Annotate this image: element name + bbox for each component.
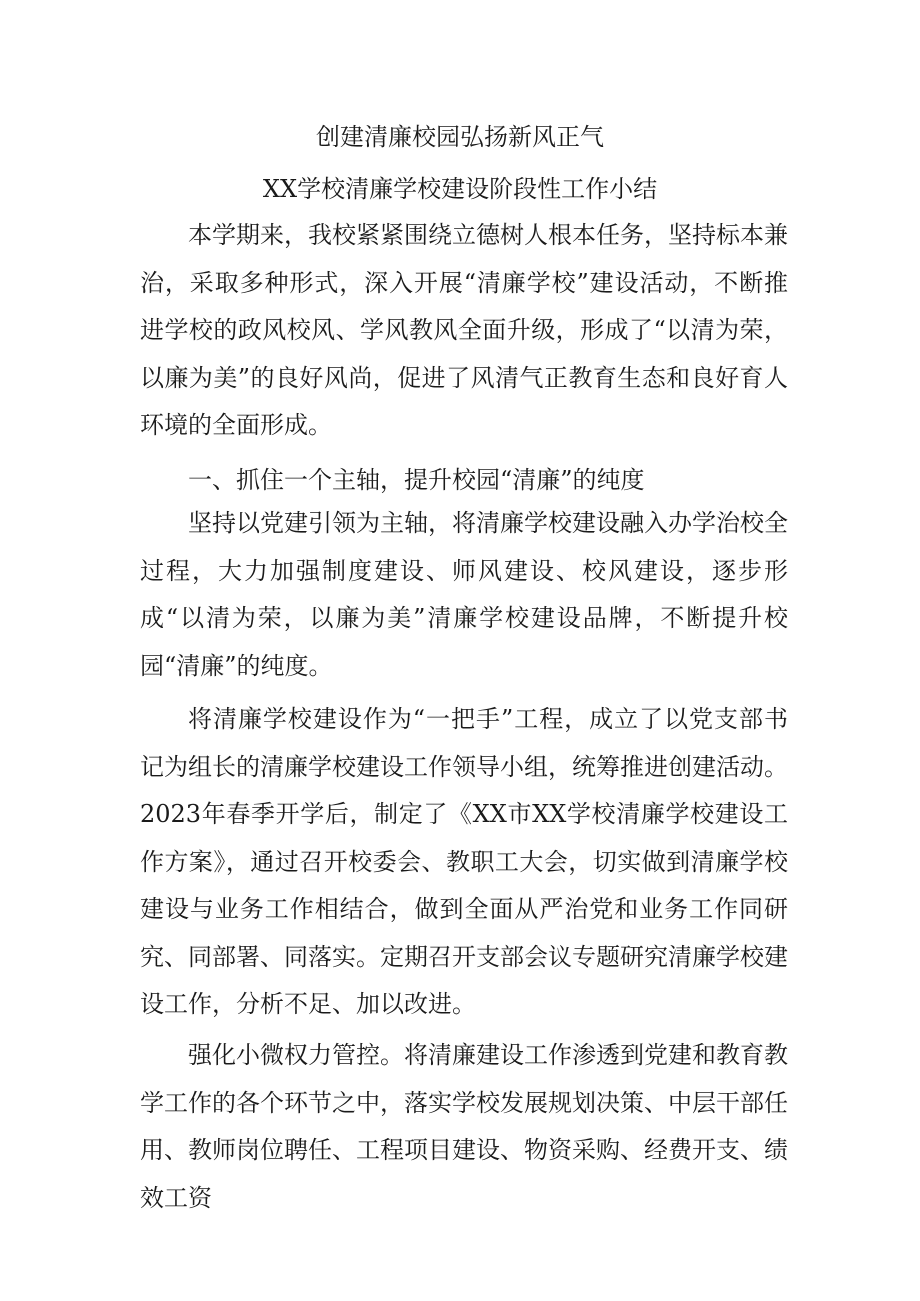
document-subtitle: XX学校清廉学校建设阶段性工作小结 — [262, 175, 658, 203]
paragraph-intro: 本学期来，我校紧紧围绕立德树人根本任务，坚持标本兼治，采取多种形式，深入开展“清廉学校”建设活动，不断推进学校的政风校风、学风教风全面升级，形成了“以清为荣，以廉为美”的良好风尚，促进了风清气正教育生态和良好育人环境的全面形成。 — [140, 221, 788, 439]
document-title: 创建清廉校园弘扬新风正气 — [316, 123, 604, 151]
section-heading-1: 一、抓住一个主轴，提升校园“清廉”的纯度 — [188, 466, 645, 494]
paragraph-party-building: 坚持以党建引领为主轴，将清廉学校建设融入办学治校全过程，大力加强制度建设、师风建设、校风建设，逐步形成“以清为荣，以廉为美”清廉学校建设品牌，不断提升校园“清廉”的纯度。 — [140, 509, 788, 680]
paragraph-leadership: 将清廉学校建设作为“一把手”工程，成立了以党支部书记为组长的清廉学校建设工作领导小组，统筹推进创建活动。2023年春季开学后，制定了《XX市XX学校清廉学校建设工作方案》，通过召开校委会、教职工大会，切实做到清廉学校建设与业务工作相结合，做到全面从严治党和业务工作同研究、同部署、同落实。定期召开支部会议专题研究清廉学校建设工作，分析不足、加以改进。 — [140, 705, 788, 1018]
paragraph-power-control: 强化小微权力管控。将清廉建设工作渗透到党建和教育教学工作的各个环节之中，落实学校发展规划决策、中层干部任用、教师岗位聘任、工程项目建设、物资采购、经费开支、绩效工资 — [140, 1041, 788, 1212]
